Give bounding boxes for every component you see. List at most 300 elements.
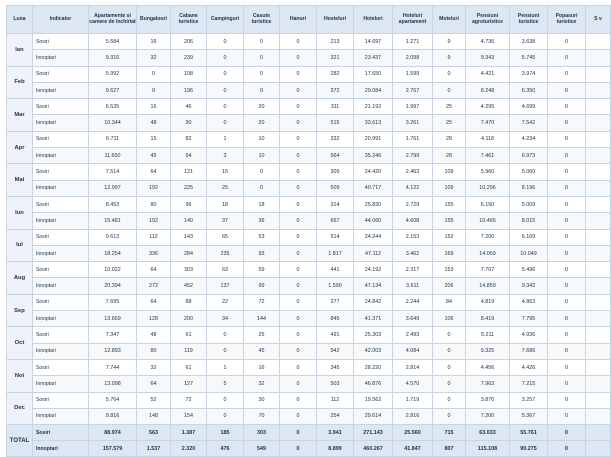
data-cell: 94 [171, 148, 207, 164]
data-cell: 59 [244, 262, 280, 278]
table-row [7, 66, 611, 82]
data-cell: 3.870 [466, 392, 510, 408]
data-cell: 5.992 [89, 66, 137, 82]
data-cell: 4.426 [510, 359, 548, 375]
column-header[interactable]: Hoteluri [354, 6, 393, 34]
data-cell: 8.419 [466, 311, 510, 327]
data-cell: 88 [171, 294, 207, 310]
column-header[interactable]: Casute turistice [244, 6, 280, 34]
data-cell: 515 [317, 115, 354, 131]
data-cell: 549 [244, 441, 280, 457]
table-row [7, 327, 611, 343]
table-row [7, 34, 611, 50]
column-header[interactable]: Luna [7, 6, 33, 34]
data-cell [586, 50, 611, 66]
data-cell: 24.842 [354, 294, 393, 310]
column-header[interactable]: Indicator [33, 6, 89, 34]
data-cell: 667 [317, 213, 354, 229]
data-cell [586, 359, 611, 375]
data-cell: 0 [433, 66, 466, 82]
data-cell: 52 [137, 392, 171, 408]
data-cell: 3.974 [510, 66, 548, 82]
data-cell: 0 [548, 148, 586, 164]
data-cell: 155 [433, 213, 466, 229]
indicator-label: Innoptari [33, 278, 89, 294]
table-row [7, 359, 611, 375]
data-cell: 7.347 [89, 327, 137, 343]
indicator-label: Innoptari [33, 180, 89, 196]
data-cell: 25.303 [354, 327, 393, 343]
data-cell: 0 [548, 376, 586, 392]
data-cell: 1.817 [317, 245, 354, 261]
data-cell: 0 [244, 50, 280, 66]
data-cell: 137 [207, 278, 244, 294]
data-cell: 0 [280, 343, 317, 359]
data-cell: 15 [207, 164, 244, 180]
data-cell: 0 [548, 66, 586, 82]
column-header[interactable]: Popasuri turistice [548, 6, 586, 34]
data-cell: 144 [244, 311, 280, 327]
data-cell: 10.296 [466, 180, 510, 196]
data-cell: 6.973 [510, 148, 548, 164]
data-cell: 1.537 [137, 441, 171, 457]
data-cell: 2.153 [393, 229, 433, 245]
data-cell: 0 [548, 343, 586, 359]
data-cell: 14.859 [466, 278, 510, 294]
data-cell: 80 [137, 343, 171, 359]
data-cell: 9.325 [466, 343, 510, 359]
data-cell: 4.118 [466, 131, 510, 147]
data-cell: 169 [433, 245, 466, 261]
data-cell [586, 180, 611, 196]
data-cell: 99 [244, 278, 280, 294]
data-cell: 16 [137, 99, 171, 115]
table-row [7, 196, 611, 212]
data-cell: 9 [433, 34, 466, 50]
indicator-label: Innoptari [33, 50, 89, 66]
data-cell: 2.816 [393, 408, 433, 424]
column-header[interactable]: Pensiuni agroturistice [466, 6, 510, 34]
table-row [7, 262, 611, 278]
data-cell: 18 [244, 196, 280, 212]
indicator-label: Sosiri [33, 359, 89, 375]
data-cell: 0 [280, 213, 317, 229]
data-cell: 0 [433, 408, 466, 424]
table-row [7, 311, 611, 327]
month-label: Mar [7, 99, 33, 132]
data-cell: 196 [171, 82, 207, 98]
data-cell: 3.941 [317, 425, 354, 441]
data-cell: 115.108 [466, 441, 510, 457]
data-cell: 0 [548, 196, 586, 212]
month-label: Aug [7, 262, 33, 295]
data-cell: 25.830 [354, 196, 393, 212]
data-cell: 9.342 [510, 278, 548, 294]
column-header[interactable]: Apartamente si camere de închiriat [89, 6, 137, 34]
data-cell: 3.611 [393, 278, 433, 294]
data-cell: 46 [171, 99, 207, 115]
data-cell: 28 [433, 131, 466, 147]
data-cell: 1.599 [393, 66, 433, 82]
data-cell: 4.421 [466, 66, 510, 82]
data-cell: 235 [207, 245, 244, 261]
data-cell: 807 [433, 441, 466, 457]
data-cell: 2.767 [393, 82, 433, 98]
data-cell: 80 [137, 196, 171, 212]
data-cell: 61 [171, 359, 207, 375]
data-cell: 254 [317, 408, 354, 424]
table-row [7, 213, 611, 229]
data-cell: 0 [548, 359, 586, 375]
column-header[interactable]: Hoteluri apartament [393, 6, 433, 34]
data-cell: 61 [171, 327, 207, 343]
data-cell: 0 [280, 229, 317, 245]
data-cell: 153 [433, 262, 466, 278]
data-cell: 0 [548, 408, 586, 424]
data-cell: 152 [433, 229, 466, 245]
data-cell: 88.974 [89, 425, 137, 441]
data-cell: 9.316 [89, 50, 137, 66]
data-cell: 0 [207, 99, 244, 115]
data-cell: 25 [244, 327, 280, 343]
data-cell: 19.562 [354, 392, 393, 408]
data-cell: 47.112 [354, 245, 393, 261]
data-cell [586, 327, 611, 343]
data-cell: 7.963 [466, 376, 510, 392]
data-cell: 24.192 [354, 262, 393, 278]
indicator-label: Innoptari [33, 408, 89, 424]
data-cell: 1 [207, 131, 244, 147]
data-cell: 7.470 [466, 115, 510, 131]
data-cell: 0 [548, 392, 586, 408]
data-cell: 96 [171, 196, 207, 212]
data-cell: 7.695 [89, 294, 137, 310]
data-cell: 4.863 [510, 294, 548, 310]
data-cell: 272 [137, 278, 171, 294]
data-cell: 564 [317, 148, 354, 164]
data-cell: 5.211 [466, 327, 510, 343]
data-cell: 1 [207, 359, 244, 375]
data-cell: 41.371 [354, 311, 393, 327]
data-cell: 336 [137, 245, 171, 261]
data-cell: 14.059 [466, 245, 510, 261]
data-cell: 4.122 [393, 180, 433, 196]
data-cell: 0 [548, 229, 586, 245]
data-cell: 2.814 [393, 359, 433, 375]
indicator-label: Sosiri [33, 66, 89, 82]
data-cell [586, 213, 611, 229]
column-header[interactable]: Cabane turistice [171, 6, 207, 34]
tourism-statistics-table [6, 5, 611, 457]
data-cell: 28 [433, 148, 466, 164]
data-cell: 14.697 [354, 34, 393, 50]
data-cell: 10 [244, 131, 280, 147]
data-cell: 200 [171, 311, 207, 327]
data-cell: 0 [280, 262, 317, 278]
month-label: Mai [7, 164, 33, 197]
data-cell: 0 [280, 50, 317, 66]
indicator-label: Sosiri [33, 99, 89, 115]
data-cell: 0 [280, 441, 317, 457]
data-cell: 0 [280, 392, 317, 408]
indicator-label: Sosiri [33, 425, 89, 441]
data-cell: 0 [433, 392, 466, 408]
data-cell [586, 34, 611, 50]
data-cell: 0 [548, 180, 586, 196]
data-cell: 503 [317, 376, 354, 392]
table-row [7, 131, 611, 147]
data-cell: 4.819 [466, 294, 510, 310]
data-cell: 13.669 [89, 311, 137, 327]
data-cell: 70 [244, 408, 280, 424]
data-cell: 11.650 [89, 148, 137, 164]
data-cell: 0 [137, 82, 171, 98]
data-cell: 7.200 [466, 229, 510, 245]
data-cell: 309 [317, 164, 354, 180]
data-cell: 0 [280, 99, 317, 115]
data-cell: 4.936 [510, 327, 548, 343]
data-cell: 10 [244, 148, 280, 164]
data-cell: 25.560 [393, 425, 433, 441]
table-header-row [7, 6, 611, 34]
data-cell: 0 [280, 148, 317, 164]
data-cell: 1.590 [317, 278, 354, 294]
data-cell: 0 [548, 327, 586, 343]
data-cell: 2.493 [393, 327, 433, 343]
data-cell: 303 [171, 262, 207, 278]
data-cell [586, 441, 611, 457]
total-label: TOTAL [7, 425, 33, 457]
data-cell: 0 [548, 99, 586, 115]
column-header[interactable]: Campinguri [207, 6, 244, 34]
column-header[interactable]: Pensiuni turistice [510, 6, 548, 34]
data-cell [586, 343, 611, 359]
data-cell: 18 [207, 196, 244, 212]
data-cell: 0 [280, 327, 317, 343]
indicator-label: Innoptari [33, 115, 89, 131]
data-cell: 6.711 [89, 131, 137, 147]
data-cell: 41.847 [393, 441, 433, 457]
table-row [7, 441, 611, 457]
data-cell: 0 [244, 164, 280, 180]
data-cell: 84 [433, 294, 466, 310]
data-cell: 5.764 [89, 392, 137, 408]
data-cell: 0 [433, 359, 466, 375]
data-cell: 0 [280, 245, 317, 261]
data-cell: 715 [433, 425, 466, 441]
data-cell [586, 245, 611, 261]
data-cell: 0 [548, 131, 586, 147]
data-cell: 6.350 [510, 82, 548, 98]
tourism-table-container [6, 5, 602, 452]
month-label: Iul [7, 229, 33, 262]
data-cell [586, 376, 611, 392]
data-cell: 0 [207, 327, 244, 343]
month-label: Feb [7, 66, 33, 99]
data-cell: 0 [280, 34, 317, 50]
data-cell: 7.795 [510, 311, 548, 327]
data-cell: 13.098 [89, 376, 137, 392]
data-cell: 9 [433, 50, 466, 66]
data-cell: 3.462 [393, 245, 433, 261]
month-label: Dec [7, 392, 33, 425]
data-cell: 321 [317, 50, 354, 66]
data-cell: 942 [317, 343, 354, 359]
data-cell: 2.244 [393, 294, 433, 310]
data-cell: 7.707 [466, 262, 510, 278]
data-cell: 5 [207, 376, 244, 392]
column-header[interactable]: Moteluri [433, 6, 466, 34]
data-cell: 72 [171, 392, 207, 408]
data-cell: 5.060 [510, 164, 548, 180]
data-cell: 8.899 [317, 441, 354, 457]
data-cell [586, 164, 611, 180]
data-cell: 17.650 [354, 66, 393, 82]
data-cell: 121 [171, 164, 207, 180]
table-row [7, 343, 611, 359]
month-label: Noi [7, 359, 33, 392]
data-cell: 34 [207, 311, 244, 327]
data-cell: 206 [433, 278, 466, 294]
data-cell: 4.084 [393, 343, 433, 359]
data-cell: 2.799 [393, 148, 433, 164]
data-cell: 0 [244, 66, 280, 82]
data-cell: 3.649 [393, 311, 433, 327]
data-cell: 0 [280, 376, 317, 392]
data-cell: 44.060 [354, 213, 393, 229]
table-row [7, 294, 611, 310]
data-cell: 282 [317, 66, 354, 82]
indicator-label: Innoptari [33, 441, 89, 457]
table-row [7, 180, 611, 196]
data-cell [586, 294, 611, 310]
table-row [7, 392, 611, 408]
data-cell: 7.744 [89, 359, 137, 375]
data-cell: 4.456 [466, 359, 510, 375]
data-cell: 1.761 [393, 131, 433, 147]
data-cell: 7.514 [89, 164, 137, 180]
data-cell: 5.584 [89, 34, 137, 50]
data-cell: 6.535 [89, 99, 137, 115]
data-cell: 82 [171, 131, 207, 147]
data-cell: 154 [171, 408, 207, 424]
data-cell [586, 262, 611, 278]
data-cell: 35.246 [354, 148, 393, 164]
data-cell: 93 [244, 245, 280, 261]
data-cell: 452 [171, 278, 207, 294]
data-cell: 0 [548, 213, 586, 229]
data-cell: 37 [207, 213, 244, 229]
data-cell: 22 [207, 294, 244, 310]
data-cell: 29.614 [354, 408, 393, 424]
data-cell: 90 [171, 115, 207, 131]
data-cell: 24.420 [354, 164, 393, 180]
data-cell: 0 [207, 34, 244, 50]
indicator-label: Sosiri [33, 229, 89, 245]
data-cell: 16 [244, 359, 280, 375]
month-label: Iun [7, 196, 33, 229]
indicator-label: Innoptari [33, 82, 89, 98]
indicator-label: Sosiri [33, 294, 89, 310]
data-cell: 10.465 [466, 213, 510, 229]
data-cell: 185 [207, 425, 244, 441]
data-cell: 36 [244, 213, 280, 229]
data-cell [586, 311, 611, 327]
indicator-label: Innoptari [33, 311, 89, 327]
data-cell [586, 278, 611, 294]
data-cell: 0 [433, 82, 466, 98]
data-cell: 0 [207, 50, 244, 66]
data-cell: 0 [244, 34, 280, 50]
data-cell: 845 [317, 311, 354, 327]
data-cell: 64 [137, 164, 171, 180]
data-cell: 2.729 [393, 196, 433, 212]
data-cell: 0 [548, 164, 586, 180]
table-row [7, 278, 611, 294]
data-cell: 21.192 [354, 99, 393, 115]
data-cell: 4.736 [466, 34, 510, 50]
data-cell: 0 [207, 115, 244, 131]
data-cell: 2.463 [393, 164, 433, 180]
data-cell: 42.003 [354, 343, 393, 359]
data-cell: 0 [280, 425, 317, 441]
data-cell: 40.717 [354, 180, 393, 196]
data-cell: 9.627 [89, 82, 137, 98]
indicator-label: Innoptari [33, 343, 89, 359]
data-cell: 108 [171, 66, 207, 82]
column-header[interactable]: S v [586, 6, 611, 34]
data-cell: 0 [548, 50, 586, 66]
data-cell: 112 [317, 392, 354, 408]
data-cell: 192 [137, 213, 171, 229]
data-cell: 24.244 [354, 229, 393, 245]
column-header[interactable]: Hanuri [280, 6, 317, 34]
column-header[interactable]: Bungalouri [137, 6, 171, 34]
data-cell: 460.267 [354, 441, 393, 457]
table-row [7, 148, 611, 164]
data-cell: 0 [280, 311, 317, 327]
indicator-label: Innoptari [33, 376, 89, 392]
data-cell: 0 [280, 294, 317, 310]
data-cell: 311 [317, 99, 354, 115]
data-cell: 0 [280, 82, 317, 98]
table-row [7, 408, 611, 424]
data-cell: 4.570 [393, 376, 433, 392]
data-cell: 10.049 [510, 245, 548, 261]
table-row [7, 99, 611, 115]
month-label: Oct [7, 327, 33, 360]
data-cell: 4.234 [510, 131, 548, 147]
data-cell: 213 [317, 34, 354, 50]
data-cell: 0 [280, 66, 317, 82]
data-cell: 0 [280, 196, 317, 212]
data-cell: 192 [137, 180, 171, 196]
data-cell: 509 [317, 180, 354, 196]
data-cell [586, 148, 611, 164]
data-cell: 5.367 [510, 408, 548, 424]
data-cell: 64 [137, 262, 171, 278]
data-cell: 8.453 [89, 196, 137, 212]
data-cell: 16 [137, 34, 171, 50]
data-cell: 3 [207, 148, 244, 164]
data-cell: 0 [280, 278, 317, 294]
data-cell [586, 99, 611, 115]
column-header[interactable]: Hosteluri [317, 6, 354, 34]
data-cell: 271.143 [354, 425, 393, 441]
data-cell [586, 115, 611, 131]
data-cell: 2.098 [393, 50, 433, 66]
data-cell: 25 [433, 99, 466, 115]
